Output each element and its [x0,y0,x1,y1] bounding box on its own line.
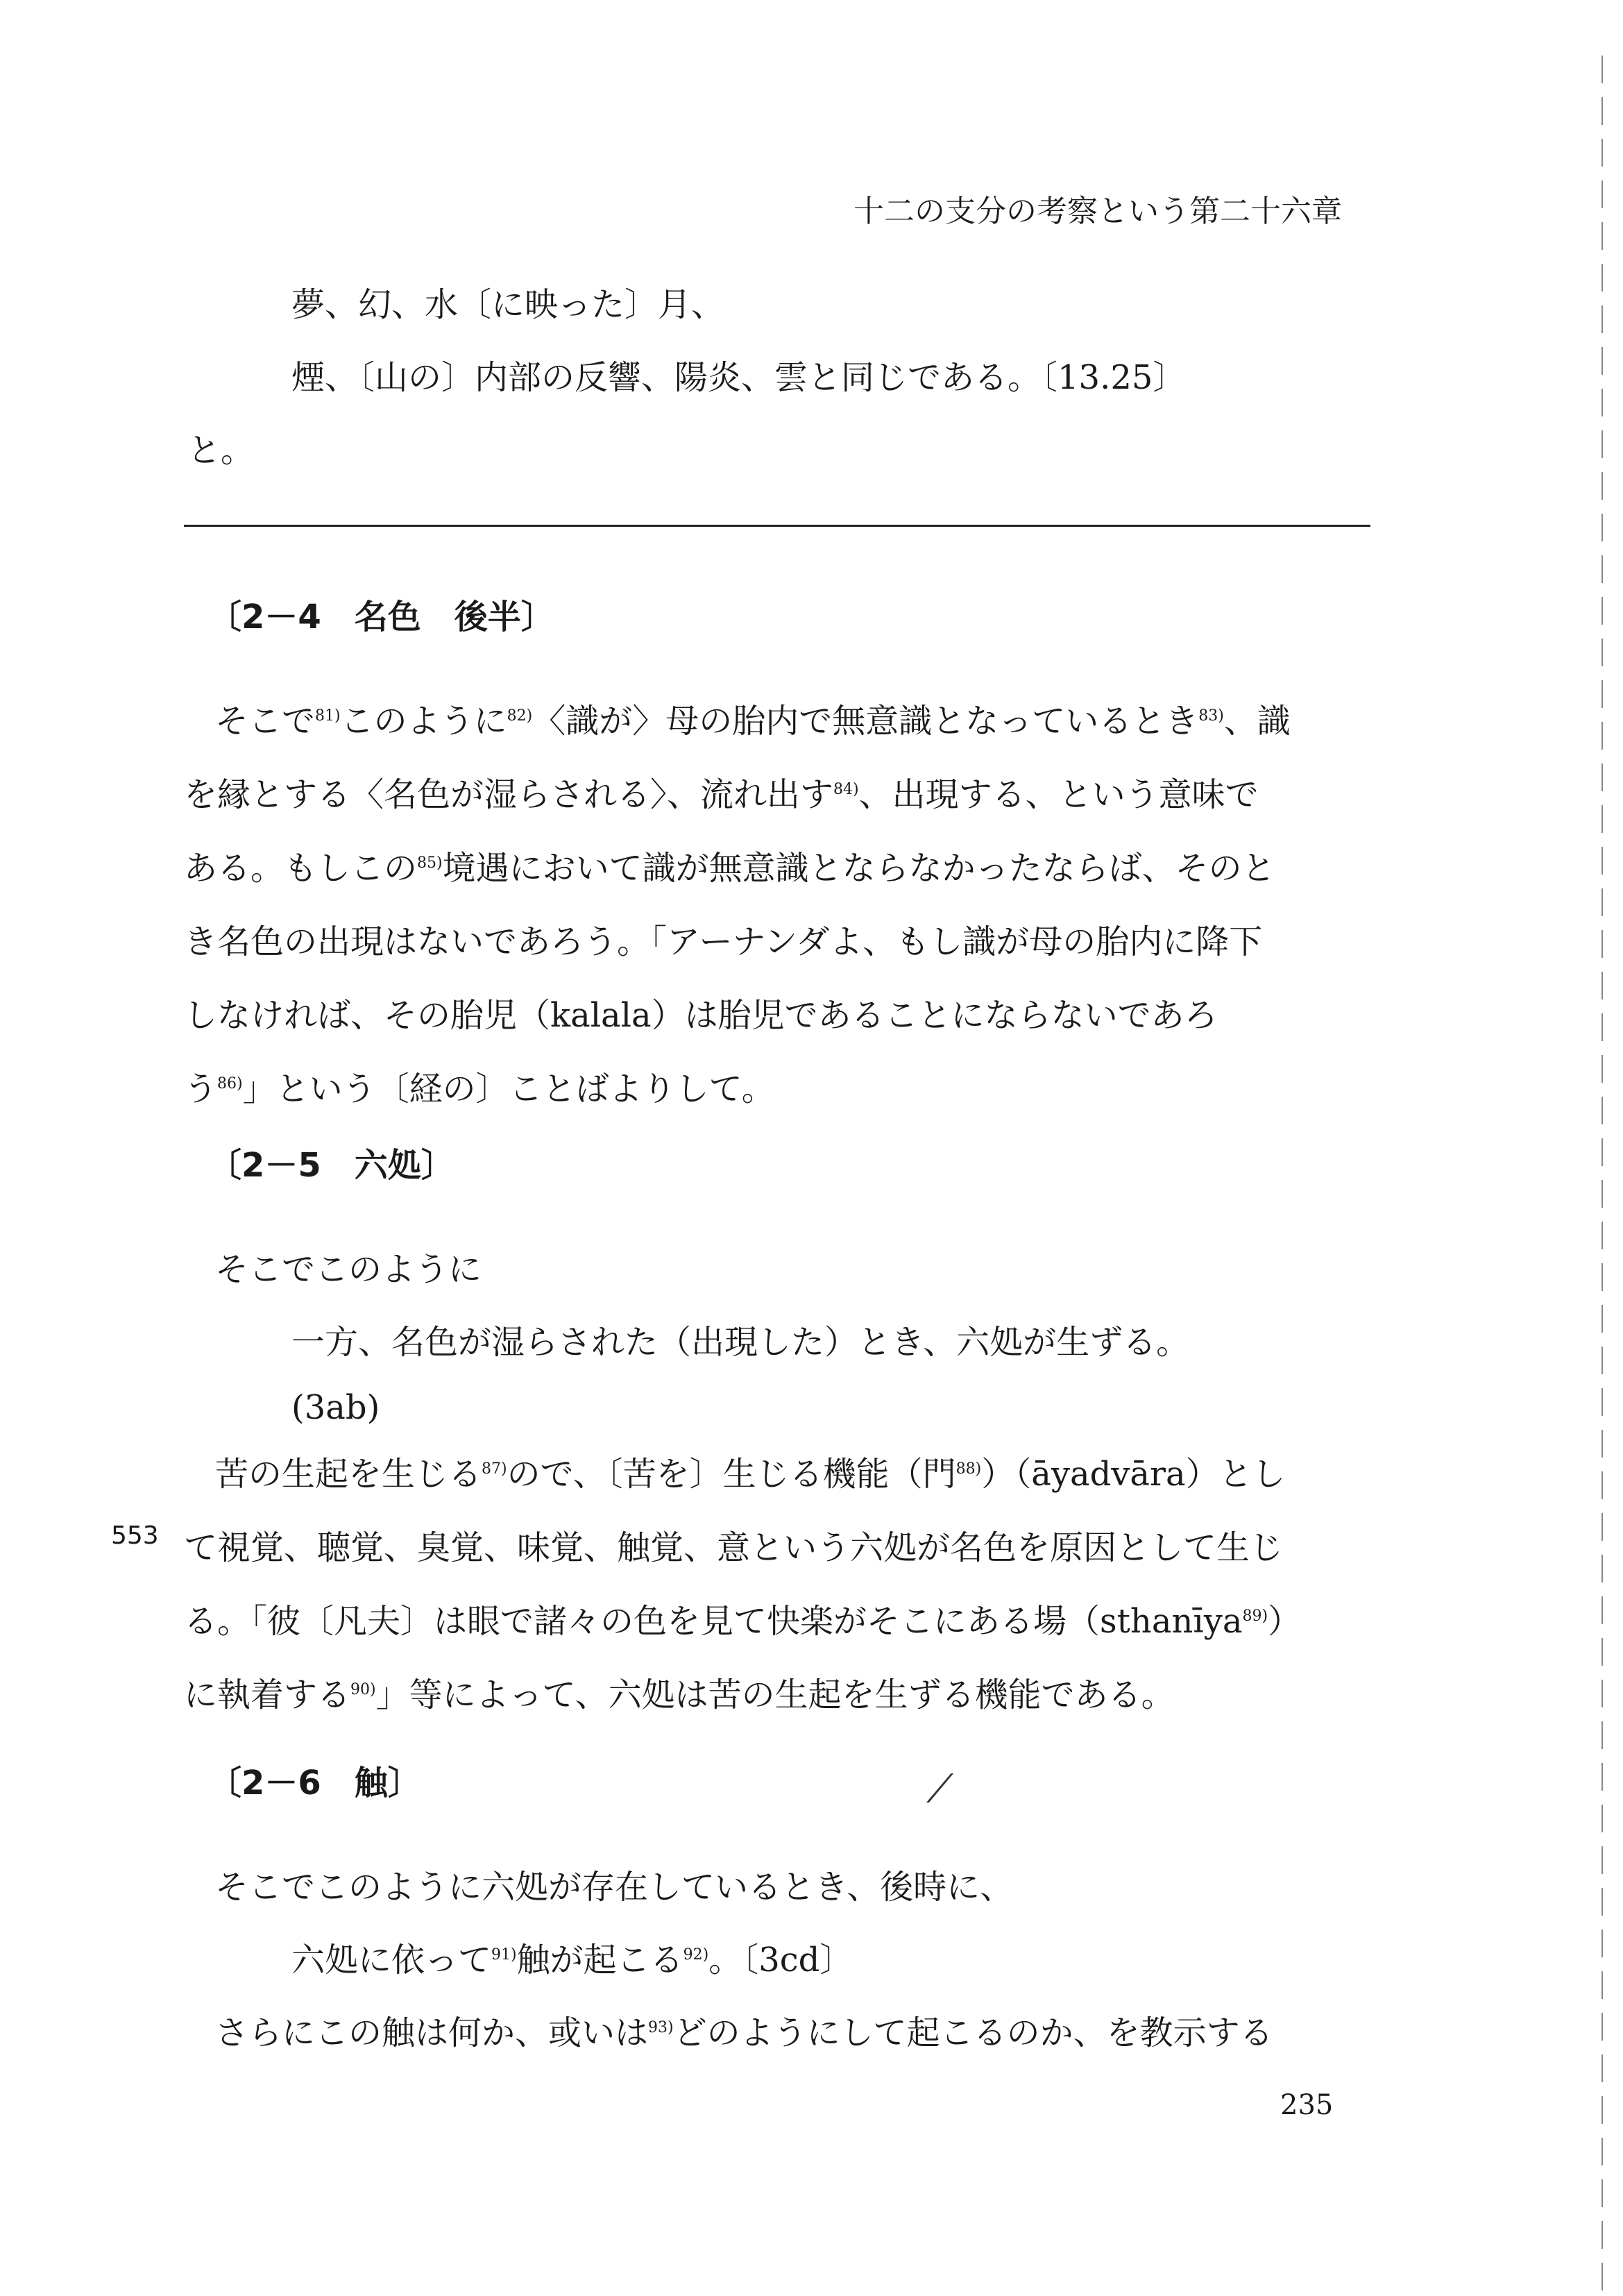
verse-line-1: 夢、幻、水〔に映った〕月、 [291,285,725,324]
text-run: このように [340,702,507,741]
paragraph-line [184,1668,1175,1716]
paragraph-line [215,1447,1286,1495]
footnote-ref: 85) [417,854,443,872]
footnote-ref: 88) [955,1460,982,1478]
heading-2-5: 〔2－5 六処〕 [208,1146,454,1185]
paragraph-line [184,1594,1301,1642]
verse-line-3: と。 [187,431,255,470]
text-run: そこで [215,702,316,741]
margin-number: 553 [111,1521,159,1550]
footnote-ref: 91) [491,1946,517,1964]
paragraph-line [184,988,1218,1036]
section-2-6-intro: そこでこのように六処が存在しているとき、後時に、 [215,1868,1014,1907]
text-run: どのようにして起こるのか、を教示する [673,2014,1273,2052]
footnote-ref: 81) [315,707,341,725]
footnote-ref: 86) [217,1075,243,1092]
text-run: ある。もしこの [184,849,418,888]
text-run: 六処に依って [291,1941,492,1980]
text-run: 。〔3cd〕 [708,1941,853,1980]
text-run: 」等によって、六処は苦の生起を生ずる機能である。 [375,1675,1175,1714]
paragraph-line [184,841,1275,889]
text-run: に執着する [184,1675,351,1714]
text-run: て視覚、聴覚、臭覚、味覚、触覚、意という六処が名色を原因として生じ [184,1528,1284,1567]
text-run: ）（āyadvāra）とし [981,1455,1286,1494]
text-run: う [184,1070,218,1108]
text-run: ） [1268,1602,1302,1641]
text-run: る。「彼〔凡夫〕は眼で諸々の色を見て快楽がそこにある場（sthanīya [184,1602,1243,1641]
verse-line-2: 煙、〔山の〕内部の反響、陽炎、雲と同じである。〔13.25〕 [291,358,1187,397]
section-2-6-last-line [215,2006,1273,2054]
running-header: 十二の支分の考察という第二十六章 [853,194,1342,229]
text-run: しなければ、その胎児（kalala）は胎児であることにならないであろ [184,996,1218,1035]
text-run: 、出現する、という意味で [858,775,1259,814]
footnote-ref: 90) [350,1681,376,1698]
paragraph-line [184,915,1262,963]
section-2-5-intro: そこでこのように [215,1250,482,1289]
text-run: 、識 [1223,702,1291,741]
footnote-ref: 92) [683,1946,709,1964]
page-number: 235 [1280,2089,1334,2121]
footnote-ref: 82) [507,707,533,725]
text-run: 苦の生起を生じる [215,1455,482,1494]
paragraph-line [184,1521,1283,1569]
footnote-ref: 84) [833,781,859,798]
paragraph-line [184,768,1259,816]
text-run: 」という〔経の〕ことばよりして。 [242,1070,775,1108]
section-2-5-verse-ref: (3ab) [291,1388,380,1427]
section-divider [184,525,1370,527]
pen-mark: ⟋ [926,1766,954,1812]
footnote-ref: 89) [1242,1607,1268,1625]
scan-edge-line [1601,56,1603,2296]
section-2-5-verse: 一方、名色が湿らされた（出現した）とき、六処が生ずる。 [291,1323,1190,1362]
section-2-6-verse [291,1933,853,1981]
heading-2-6: 〔2－6 触〕 [208,1764,421,1803]
text-run: を縁とする〈名色が湿らされる〉、流れ出す [184,775,834,814]
text-run: 〈識が〉母の胎内で無意識となっているとき [532,702,1199,741]
text-run: き名色の出現はないであろう。「アーナンダよ、もし識が母の胎内に降下 [184,922,1263,961]
paragraph-line [184,1062,775,1110]
text-run: 触が起こる [516,1941,683,1980]
text-run: さらにこの触は何か、或いは [215,2014,649,2052]
footnote-ref: 93) [648,2019,674,2036]
text-run: ので、〔苦を〕生じる機能（門 [507,1455,956,1494]
text-run: 境遇において識が無意識とならなかったならば、そのと [442,849,1275,888]
footnote-ref: 83) [1198,707,1224,725]
footnote-ref: 87) [482,1460,507,1478]
heading-2-4: 〔2－4 名色 後半〕 [208,598,554,636]
paragraph-line [215,694,1291,742]
